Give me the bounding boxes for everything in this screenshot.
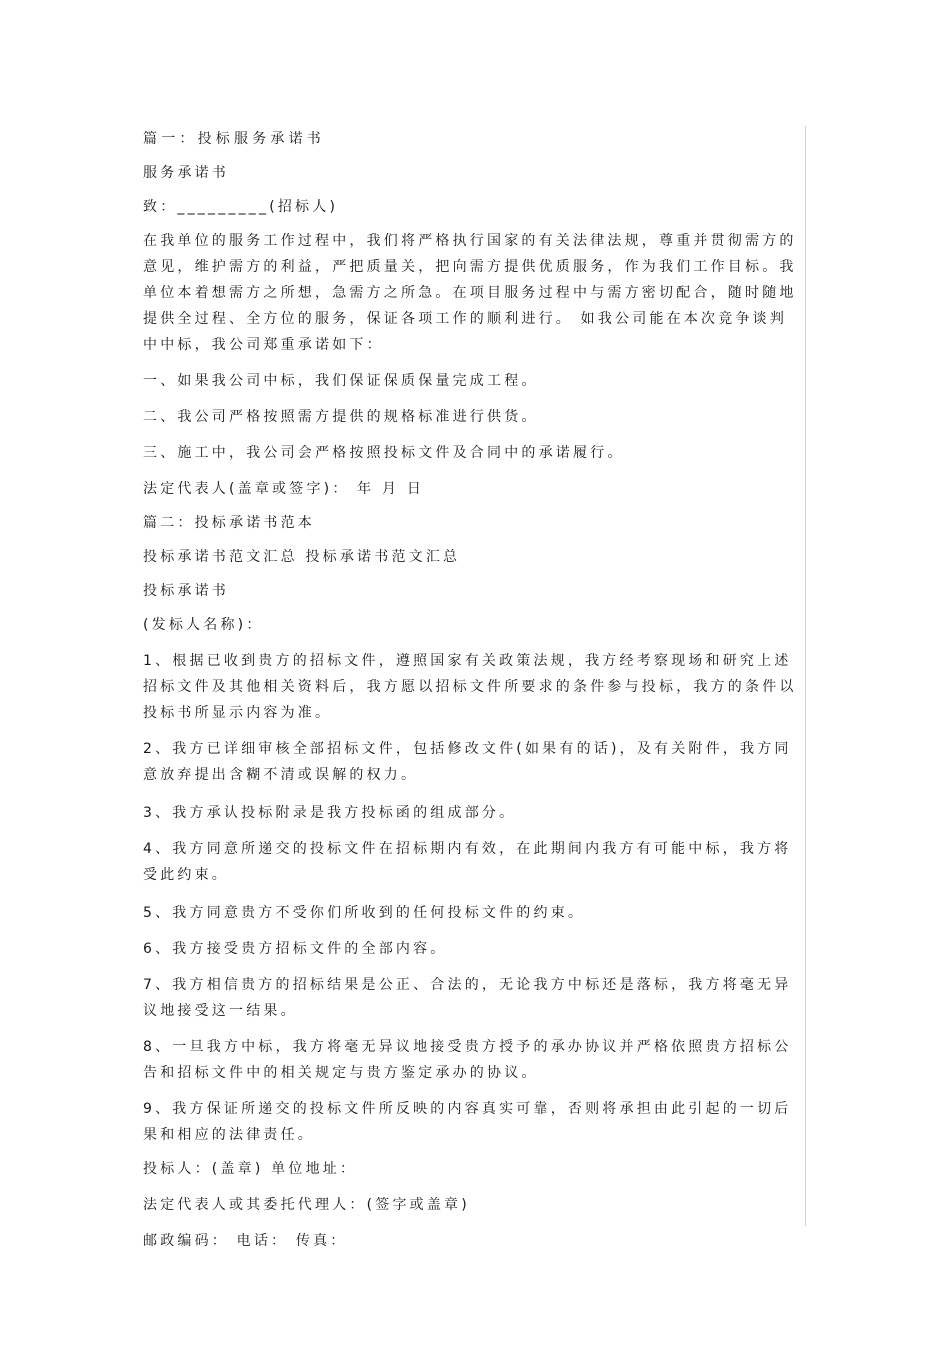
bid-clause-3: 3、我方承认投标附录是我方投标函的组成部分。 — [143, 805, 517, 821]
bid-clause-4: 4、我方同意所递交的投标文件在招标期内有效，在此期间内我方有可能中标，我方将受此约束。 — [143, 841, 792, 883]
service-commitment-body: 在我单位的服务工作过程中，我们将严格执行国家的有关法律法规，尊重并贯彻需方的意见，维护需方的利益，严把质量关，把向需方提供优质服务，作为我们工作目标。我单位本着想需方之所想，急需方之所急。在项目服务过程中与需方密切配合，随时随地提供全过程、全方位的服务，保证各项工作的顺利进行。 如我公司能在本次竞争谈判中中标，我公司郑重承诺如下： — [143, 233, 797, 353]
commitment-item-1: 一、如果我公司中标，我们保证保质保量完成工程。 — [143, 373, 539, 389]
legal-representative-signature-line: 法定代表人(盖章或签字)： 年 月 日 — [143, 481, 425, 497]
issuer-name-line: (发标人名称)： — [143, 617, 264, 633]
contact-info-line: 邮政编码： 电话： 传真： — [143, 1233, 348, 1249]
authorized-agent-line: 法定代表人或其委托代理人：(签字或盖章) — [143, 1197, 470, 1213]
margin-rule — [805, 126, 806, 1226]
bid-clause-1: 1、根据已收到贵方的招标文件，遵照国家有关政策法规，我方经考察现场和研究上述招标文件及其他相关资料后，我方愿以招标文件所要求的条件参与投标，我方的条件以投标书所显示内容为准。 — [143, 653, 797, 721]
bid-clause-7: 7、我方相信贵方的招标结果是公正、合法的，无论我方中标还是落标，我方将毫无异议地接受这一结果。 — [143, 977, 792, 1019]
sample-summary-line: 投标承诺书范文汇总 投标承诺书范文汇总 — [143, 549, 461, 565]
service-commitment-heading: 服务承诺书 — [143, 165, 229, 181]
bid-clause-8: 8、一旦我方中标，我方将毫无异议地接受贵方授予的承办协议并严格依照贵方招标公告和招标文件中的相关规定与贵方鉴定承办的协议。 — [143, 1039, 792, 1081]
commitment-item-3: 三、施工中，我公司会严格按照投标文件及合同中的承诺履行。 — [143, 445, 625, 461]
addressee-line: 致：_________(招标人) — [143, 199, 339, 215]
document-body — [143, 126, 804, 1254]
bid-clause-6: 6、我方接受贵方招标文件的全部内容。 — [143, 941, 448, 957]
section-one-title: 篇一：投标服务承诺书 — [143, 131, 325, 147]
bid-clause-5: 5、我方同意贵方不受你们所收到的任何投标文件的约束。 — [143, 905, 586, 921]
bidder-address-line: 投标人：(盖章) 单位地址： — [143, 1161, 358, 1177]
commitment-item-2: 二、我公司严格按照需方提供的规格标准进行供货。 — [143, 409, 539, 425]
bid-commitment-heading: 投标承诺书 — [143, 583, 229, 599]
bid-clause-2: 2、我方已详细审核全部招标文件，包括修改文件(如果有的话)，及有关附件，我方同意放弃提出含糊不清或误解的权力。 — [143, 741, 792, 783]
section-two-title: 篇二：投标承诺书范本 — [143, 515, 315, 531]
bid-clause-9: 9、我方保证所递交的投标文件所反映的内容真实可靠，否则将承担由此引起的一切后果和相应的法律责任。 — [143, 1101, 792, 1143]
